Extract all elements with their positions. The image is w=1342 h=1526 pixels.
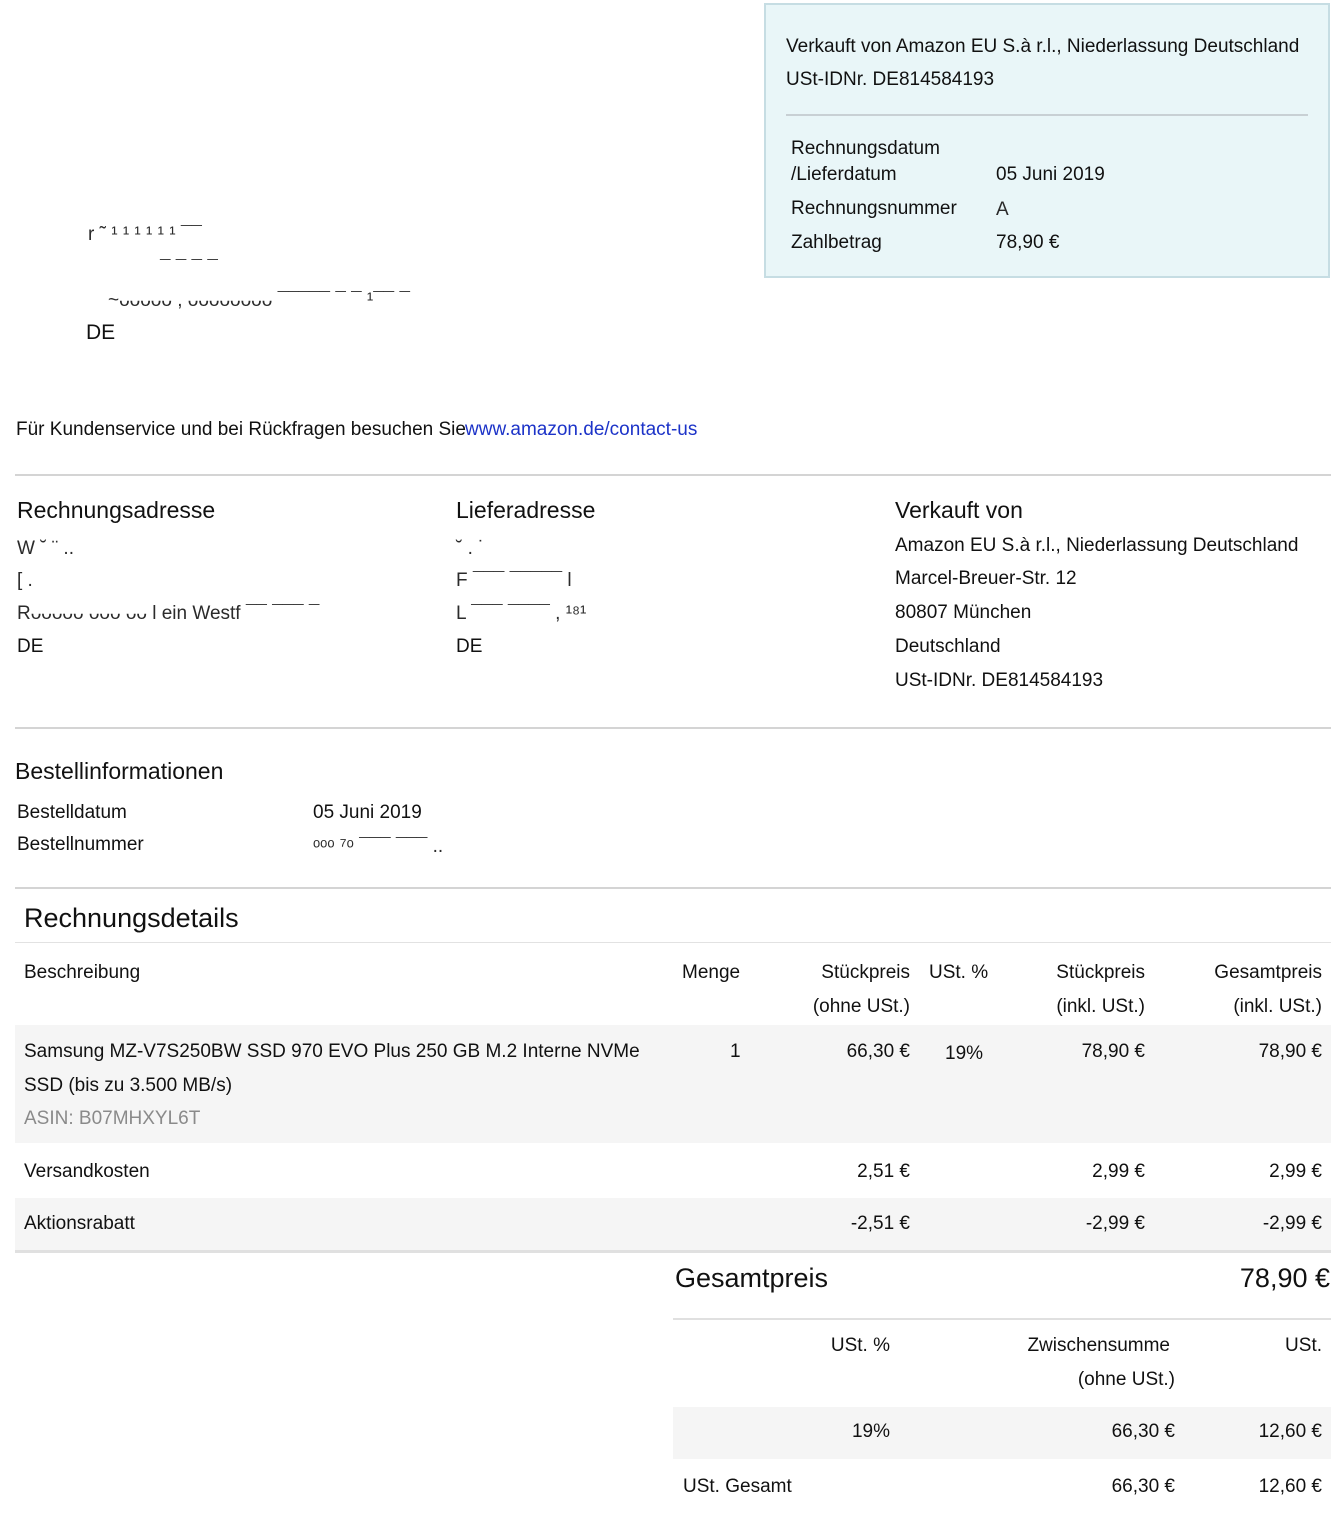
item-vat-rate: 19%: [945, 1043, 984, 1064]
invoice-date-label: Rechnungsdatum: [791, 138, 940, 159]
amount-due-value: 78,90 €: [996, 232, 1060, 253]
grand-total-value: 78,90 €: [1239, 1263, 1330, 1293]
vat-rate-header: USt. %: [830, 1335, 890, 1356]
redacted-billing-line-3: Rᴗᴗᴗᴗᴗ ᴗᴗᴗ ᴗᴗ l ein Westf ¯¯ ¯¯¯ ¯: [17, 603, 320, 624]
customer-service-text: Für Kundenservice und bei Rückfragen besuchen Sie: [16, 419, 466, 440]
order-info-title: Bestellinformationen: [15, 758, 224, 784]
seller-address-line: Deutschland: [895, 636, 1001, 657]
shipping-unit-price-net: 2,51 €: [857, 1161, 910, 1182]
contact-us-link[interactable]: www.amazon.de/contact-us: [465, 419, 698, 440]
divider: [15, 474, 1331, 476]
col-total-price-note: (inkl. USt.): [1233, 996, 1322, 1017]
col-vat-rate: USt. %: [929, 962, 989, 983]
shipping-cost-label: Versandkosten: [24, 1161, 150, 1182]
vat-total-label: USt. Gesamt: [683, 1476, 792, 1497]
shipping-total-price: 2,99 €: [1269, 1161, 1322, 1182]
item-quantity: 1: [730, 1041, 741, 1062]
customer-country: DE: [86, 321, 116, 344]
col-quantity: Menge: [682, 962, 741, 983]
order-number-label: Bestellnummer: [17, 834, 144, 855]
item-asin: ASIN: B07MHXYL6T: [24, 1108, 201, 1129]
order-date-label: Bestelldatum: [17, 802, 127, 823]
item-unit-price-gross: 78,90 €: [1081, 1041, 1145, 1062]
seller-address-line: 80807 München: [895, 602, 1032, 623]
grand-total-label: Gesamtpreis: [675, 1263, 829, 1293]
divider: [15, 727, 1331, 729]
col-unit-price-gross: Stückpreis: [1056, 962, 1145, 983]
promo-unit-price-gross: -2,99 €: [1085, 1213, 1145, 1234]
redacted-billing-line-1: W ˘ ¨ ..: [17, 538, 74, 559]
promo-label: Aktionsrabatt: [24, 1213, 135, 1234]
vat-rate-subtotal: 66,30 €: [1111, 1421, 1175, 1442]
divider: [15, 1250, 1331, 1253]
promo-unit-price-net: -2,51 €: [850, 1213, 910, 1234]
subtotal-header: Zwischensumme: [1027, 1335, 1170, 1356]
item-description-cont: SSD (bis zu 3.500 MB/s): [24, 1075, 233, 1096]
seller-address-line: Amazon EU S.à r.l., Niederlassung Deutschland: [895, 535, 1299, 556]
billing-country: DE: [17, 636, 44, 657]
subtotal-header-note: (ohne USt.): [1077, 1369, 1175, 1390]
item-description: Samsung MZ-V7S250BW SSD 970 EVO Plus 250 GB M.2 Interne NVMe: [24, 1041, 640, 1062]
seller-info-box: [764, 3, 1330, 278]
seller-vat-id: USt-IDNr. DE814584193: [786, 69, 995, 90]
col-unit-price-gross-note: (inkl. USt.): [1056, 996, 1145, 1017]
col-description: Beschreibung: [24, 962, 141, 983]
redacted-shipping-line-3: L ¯¯¯ ¯¯¯¯ , ¹⁸¹: [456, 603, 587, 624]
order-date-value: 05 Juni 2019: [313, 802, 422, 823]
col-total-price: Gesamtpreis: [1214, 962, 1322, 983]
amount-due-label: Zahlbetrag: [791, 232, 882, 253]
redacted-shipping-line-2: F ¯¯¯ ¯¯¯¯¯ l: [456, 570, 572, 591]
redacted-customer-line-1: r ˜ ¹ ¹ ¹ ¹ ¹ ¹ ¯¯: [88, 224, 202, 245]
vat-total-amount: 12,60 €: [1258, 1476, 1322, 1497]
seller-address-line: USt-IDNr. DE814584193: [895, 670, 1104, 691]
shipping-address-title: Lieferadresse: [456, 497, 596, 523]
redacted-shipping-line-1: ˘ . ˙: [456, 538, 485, 559]
vat-amount-header: USt.: [1285, 1335, 1322, 1356]
divider: [673, 1318, 1331, 1320]
redacted-invoice-number: A: [996, 199, 1009, 220]
invoice-date-value: 05 Juni 2019: [996, 164, 1105, 185]
divider: [15, 942, 1331, 943]
col-unit-price-net-note: (ohne USt.): [812, 996, 910, 1017]
seller-address-line: Marcel-Breuer-Str. 12: [895, 568, 1077, 589]
redacted-customer-line-3: ~ᴗᴗᴗᴗᴗ , ᴗᴗᴗᴗᴗᴗᴗᴗ ¯¯¯¯¯ ¯ ¯ ¹¯¯ ¯: [108, 290, 410, 311]
invoice-number-label: Rechnungsnummer: [791, 198, 957, 219]
item-total-price: 78,90 €: [1258, 1041, 1322, 1062]
seller-line: Verkauft von Amazon EU S.à r.l., Niederlassung Deutschland: [786, 36, 1300, 57]
delivery-date-label: /Lieferdatum: [791, 164, 897, 185]
redacted-billing-line-2: [ .: [17, 570, 33, 591]
vat-total-subtotal: 66,30 €: [1111, 1476, 1175, 1497]
redacted-order-number: ᵒᵒᵒ ⁷ᵒ ¯¯¯ ¯¯¯ ..: [313, 836, 444, 857]
shipping-unit-price-gross: 2,99 €: [1092, 1161, 1145, 1182]
invoice-details-title: Rechnungsdetails: [24, 903, 239, 933]
seller-title: Verkauft von: [895, 497, 1023, 523]
redacted-customer-line-2: ¯ ¯ ¯ ¯: [160, 258, 218, 279]
item-unit-price-net: 66,30 €: [846, 1041, 910, 1062]
divider: [15, 887, 1331, 889]
divider: [786, 114, 1308, 116]
vat-rate-amount: 12,60 €: [1258, 1421, 1322, 1442]
shipping-country: DE: [456, 636, 483, 657]
promo-total-price: -2,99 €: [1262, 1213, 1322, 1234]
billing-address-title: Rechnungsadresse: [17, 497, 216, 523]
vat-rate-value: 19%: [851, 1421, 890, 1442]
col-unit-price-net: Stückpreis: [821, 962, 910, 983]
